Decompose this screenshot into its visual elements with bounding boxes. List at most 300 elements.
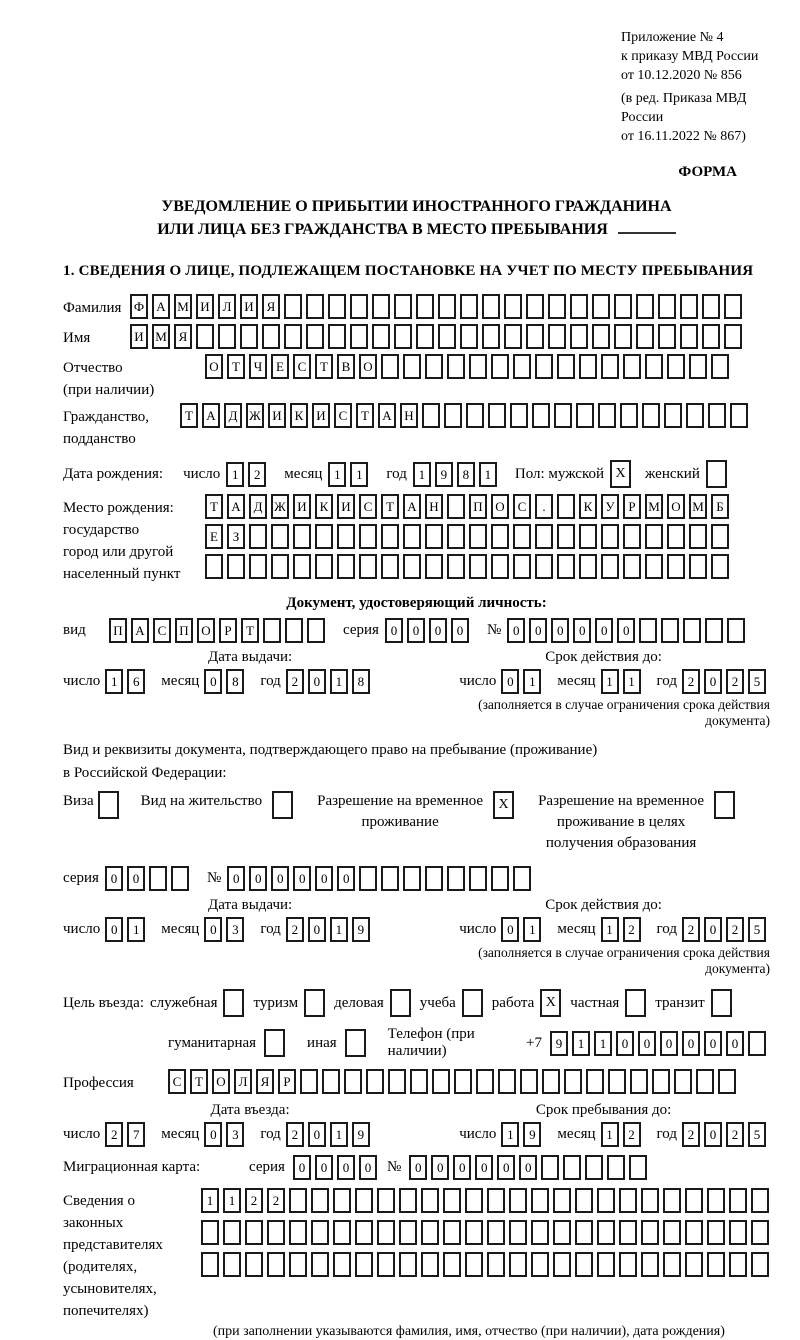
char-cell[interactable]: 0 bbox=[660, 1031, 678, 1056]
char-cell[interactable] bbox=[592, 294, 610, 319]
doc-issue-day-cells[interactable] bbox=[105, 669, 149, 694]
char-cell[interactable] bbox=[751, 1220, 769, 1245]
char-cell[interactable] bbox=[658, 324, 676, 349]
char-cell[interactable]: 0 bbox=[519, 1155, 537, 1180]
char-cell[interactable]: 0 bbox=[337, 866, 355, 891]
char-cell[interactable] bbox=[149, 866, 167, 891]
char-cell[interactable]: 0 bbox=[501, 917, 519, 942]
char-cell[interactable] bbox=[344, 1069, 362, 1094]
char-cell[interactable] bbox=[664, 403, 682, 428]
char-cell[interactable] bbox=[553, 1220, 571, 1245]
char-cell[interactable]: Л bbox=[234, 1069, 252, 1094]
char-cell[interactable]: 1 bbox=[330, 669, 348, 694]
char-cell[interactable] bbox=[513, 354, 531, 379]
char-cell[interactable]: 8 bbox=[226, 669, 244, 694]
char-cell[interactable] bbox=[271, 554, 289, 579]
char-cell[interactable]: 1 bbox=[523, 917, 541, 942]
char-cell[interactable] bbox=[711, 354, 729, 379]
char-cell[interactable] bbox=[553, 1188, 571, 1213]
char-cell[interactable] bbox=[421, 1252, 439, 1277]
char-cell[interactable] bbox=[447, 354, 465, 379]
char-cell[interactable] bbox=[267, 1252, 285, 1277]
profession-cells[interactable] bbox=[168, 1069, 740, 1094]
temp-permit-checkbox[interactable]: X bbox=[493, 791, 514, 819]
char-cell[interactable]: 9 bbox=[523, 1122, 541, 1147]
char-cell[interactable] bbox=[491, 554, 509, 579]
char-cell[interactable]: О bbox=[667, 494, 685, 519]
char-cell[interactable] bbox=[636, 294, 654, 319]
doc-issue-month-cells[interactable] bbox=[204, 669, 248, 694]
char-cell[interactable] bbox=[619, 1220, 637, 1245]
char-cell[interactable]: 7 bbox=[127, 1122, 145, 1147]
char-cell[interactable]: П bbox=[469, 494, 487, 519]
char-cell[interactable] bbox=[667, 354, 685, 379]
char-cell[interactable] bbox=[482, 324, 500, 349]
char-cell[interactable] bbox=[444, 403, 462, 428]
migration-series-cells[interactable] bbox=[293, 1155, 381, 1180]
char-cell[interactable] bbox=[322, 1069, 340, 1094]
char-cell[interactable]: Т bbox=[381, 494, 399, 519]
char-cell[interactable] bbox=[443, 1188, 461, 1213]
char-cell[interactable] bbox=[730, 403, 748, 428]
birth-day-cells[interactable] bbox=[226, 462, 270, 487]
char-cell[interactable] bbox=[585, 1155, 603, 1180]
char-cell[interactable]: 0 bbox=[359, 1155, 377, 1180]
char-cell[interactable] bbox=[667, 554, 685, 579]
char-cell[interactable]: 2 bbox=[245, 1188, 263, 1213]
char-cell[interactable]: Д bbox=[249, 494, 267, 519]
char-cell[interactable] bbox=[377, 1188, 395, 1213]
char-cell[interactable]: 3 bbox=[226, 917, 244, 942]
char-cell[interactable]: С bbox=[359, 494, 377, 519]
residence-issue-month-cells[interactable] bbox=[204, 917, 248, 942]
char-cell[interactable]: О bbox=[359, 354, 377, 379]
char-cell[interactable]: М bbox=[645, 494, 663, 519]
char-cell[interactable]: М bbox=[689, 494, 707, 519]
char-cell[interactable]: Ч bbox=[249, 354, 267, 379]
char-cell[interactable] bbox=[689, 354, 707, 379]
char-cell[interactable] bbox=[685, 1188, 703, 1213]
char-cell[interactable] bbox=[570, 324, 588, 349]
char-cell[interactable] bbox=[729, 1252, 747, 1277]
char-cell[interactable] bbox=[718, 1069, 736, 1094]
char-cell[interactable]: 0 bbox=[595, 618, 613, 643]
char-cell[interactable] bbox=[381, 354, 399, 379]
char-cell[interactable]: Б bbox=[711, 494, 729, 519]
char-cell[interactable] bbox=[245, 1252, 263, 1277]
char-cell[interactable] bbox=[350, 324, 368, 349]
char-cell[interactable]: Т bbox=[241, 618, 259, 643]
char-cell[interactable]: 0 bbox=[497, 1155, 515, 1180]
purpose-study-checkbox[interactable] bbox=[462, 989, 483, 1017]
char-cell[interactable]: 0 bbox=[429, 618, 447, 643]
char-cell[interactable] bbox=[601, 354, 619, 379]
residence-number-cells[interactable] bbox=[227, 866, 535, 891]
char-cell[interactable] bbox=[748, 1031, 766, 1056]
char-cell[interactable]: 0 bbox=[105, 917, 123, 942]
char-cell[interactable] bbox=[623, 354, 641, 379]
char-cell[interactable] bbox=[526, 324, 544, 349]
char-cell[interactable] bbox=[311, 1252, 329, 1277]
char-cell[interactable]: 2 bbox=[682, 669, 700, 694]
char-cell[interactable] bbox=[285, 618, 303, 643]
char-cell[interactable]: 0 bbox=[227, 866, 245, 891]
char-cell[interactable]: Ж bbox=[246, 403, 264, 428]
char-cell[interactable]: 0 bbox=[507, 618, 525, 643]
char-cell[interactable] bbox=[597, 1252, 615, 1277]
char-cell[interactable]: 0 bbox=[551, 618, 569, 643]
char-cell[interactable] bbox=[460, 324, 478, 349]
char-cell[interactable]: Р bbox=[278, 1069, 296, 1094]
char-cell[interactable] bbox=[381, 554, 399, 579]
char-cell[interactable]: 0 bbox=[204, 1122, 222, 1147]
char-cell[interactable]: О bbox=[212, 1069, 230, 1094]
char-cell[interactable] bbox=[293, 524, 311, 549]
char-cell[interactable] bbox=[685, 1252, 703, 1277]
char-cell[interactable] bbox=[557, 554, 575, 579]
char-cell[interactable]: А bbox=[378, 403, 396, 428]
char-cell[interactable]: 2 bbox=[623, 917, 641, 942]
char-cell[interactable] bbox=[262, 324, 280, 349]
stay-month-cells[interactable] bbox=[601, 1122, 645, 1147]
char-cell[interactable]: А bbox=[152, 294, 170, 319]
char-cell[interactable]: 1 bbox=[127, 917, 145, 942]
char-cell[interactable] bbox=[465, 1220, 483, 1245]
stay-day-cells[interactable] bbox=[501, 1122, 545, 1147]
char-cell[interactable]: Я bbox=[262, 294, 280, 319]
char-cell[interactable] bbox=[337, 524, 355, 549]
char-cell[interactable] bbox=[447, 494, 465, 519]
char-cell[interactable]: 1 bbox=[594, 1031, 612, 1056]
char-cell[interactable] bbox=[491, 354, 509, 379]
char-cell[interactable] bbox=[607, 1155, 625, 1180]
char-cell[interactable] bbox=[575, 1252, 593, 1277]
char-cell[interactable] bbox=[689, 554, 707, 579]
char-cell[interactable]: 0 bbox=[308, 917, 326, 942]
char-cell[interactable] bbox=[531, 1220, 549, 1245]
char-cell[interactable] bbox=[245, 1220, 263, 1245]
char-cell[interactable] bbox=[658, 294, 676, 319]
char-cell[interactable] bbox=[465, 1252, 483, 1277]
char-cell[interactable]: 0 bbox=[501, 669, 519, 694]
char-cell[interactable] bbox=[333, 1188, 351, 1213]
char-cell[interactable] bbox=[487, 1188, 505, 1213]
visa-checkbox[interactable] bbox=[98, 791, 119, 819]
char-cell[interactable] bbox=[579, 554, 597, 579]
char-cell[interactable]: И bbox=[240, 294, 258, 319]
edu-permit-checkbox[interactable] bbox=[714, 791, 735, 819]
char-cell[interactable]: 2 bbox=[726, 917, 744, 942]
char-cell[interactable]: З bbox=[227, 524, 245, 549]
char-cell[interactable] bbox=[438, 294, 456, 319]
purpose-official-checkbox[interactable] bbox=[223, 989, 244, 1017]
char-cell[interactable] bbox=[498, 1069, 516, 1094]
char-cell[interactable] bbox=[623, 524, 641, 549]
char-cell[interactable]: 0 bbox=[451, 618, 469, 643]
char-cell[interactable]: 0 bbox=[308, 669, 326, 694]
char-cell[interactable]: 6 bbox=[127, 669, 145, 694]
char-cell[interactable]: 1 bbox=[601, 669, 619, 694]
representatives-cells-row3[interactable] bbox=[201, 1252, 773, 1277]
char-cell[interactable] bbox=[240, 324, 258, 349]
char-cell[interactable] bbox=[639, 618, 657, 643]
char-cell[interactable] bbox=[575, 1188, 593, 1213]
char-cell[interactable] bbox=[488, 403, 506, 428]
char-cell[interactable] bbox=[641, 1220, 659, 1245]
char-cell[interactable] bbox=[227, 554, 245, 579]
char-cell[interactable]: 1 bbox=[330, 917, 348, 942]
char-cell[interactable] bbox=[289, 1220, 307, 1245]
char-cell[interactable] bbox=[535, 554, 553, 579]
char-cell[interactable]: М bbox=[174, 294, 192, 319]
char-cell[interactable]: И bbox=[337, 494, 355, 519]
char-cell[interactable]: О bbox=[491, 494, 509, 519]
char-cell[interactable]: 5 bbox=[748, 669, 766, 694]
citizenship-cells[interactable] bbox=[180, 403, 752, 428]
char-cell[interactable]: 0 bbox=[409, 1155, 427, 1180]
char-cell[interactable]: 1 bbox=[479, 462, 497, 487]
char-cell[interactable]: Л bbox=[218, 294, 236, 319]
char-cell[interactable]: Я bbox=[174, 324, 192, 349]
char-cell[interactable] bbox=[249, 554, 267, 579]
char-cell[interactable] bbox=[554, 403, 572, 428]
entry-day-cells[interactable] bbox=[105, 1122, 149, 1147]
char-cell[interactable] bbox=[399, 1252, 417, 1277]
char-cell[interactable]: Н bbox=[425, 494, 443, 519]
purpose-humanitarian-checkbox[interactable] bbox=[264, 1029, 285, 1057]
birth-year-cells[interactable] bbox=[413, 462, 501, 487]
char-cell[interactable] bbox=[300, 1069, 318, 1094]
char-cell[interactable] bbox=[645, 524, 663, 549]
char-cell[interactable]: К bbox=[315, 494, 333, 519]
char-cell[interactable]: И bbox=[293, 494, 311, 519]
char-cell[interactable] bbox=[422, 403, 440, 428]
char-cell[interactable]: М bbox=[152, 324, 170, 349]
char-cell[interactable] bbox=[597, 1188, 615, 1213]
char-cell[interactable] bbox=[311, 1220, 329, 1245]
char-cell[interactable] bbox=[663, 1220, 681, 1245]
char-cell[interactable]: 2 bbox=[286, 917, 304, 942]
char-cell[interactable] bbox=[487, 1252, 505, 1277]
phone-cells[interactable] bbox=[550, 1031, 770, 1056]
char-cell[interactable]: 1 bbox=[523, 669, 541, 694]
char-cell[interactable]: 0 bbox=[704, 917, 722, 942]
char-cell[interactable]: Т bbox=[315, 354, 333, 379]
patronymic-cells[interactable] bbox=[205, 354, 733, 379]
char-cell[interactable]: 0 bbox=[529, 618, 547, 643]
char-cell[interactable] bbox=[443, 1252, 461, 1277]
char-cell[interactable] bbox=[707, 1220, 725, 1245]
residence-valid-year-cells[interactable] bbox=[682, 917, 770, 942]
stay-year-cells[interactable] bbox=[682, 1122, 770, 1147]
char-cell[interactable] bbox=[563, 1155, 581, 1180]
char-cell[interactable]: С bbox=[513, 494, 531, 519]
char-cell[interactable]: 0 bbox=[105, 866, 123, 891]
char-cell[interactable] bbox=[645, 354, 663, 379]
purpose-business-checkbox[interactable] bbox=[390, 989, 411, 1017]
char-cell[interactable] bbox=[531, 1188, 549, 1213]
char-cell[interactable] bbox=[702, 294, 720, 319]
char-cell[interactable] bbox=[447, 866, 465, 891]
char-cell[interactable]: И bbox=[312, 403, 330, 428]
char-cell[interactable] bbox=[680, 324, 698, 349]
char-cell[interactable]: И bbox=[196, 294, 214, 319]
char-cell[interactable] bbox=[751, 1252, 769, 1277]
char-cell[interactable] bbox=[394, 294, 412, 319]
char-cell[interactable] bbox=[707, 1252, 725, 1277]
char-cell[interactable]: 1 bbox=[350, 462, 368, 487]
char-cell[interactable] bbox=[487, 1220, 505, 1245]
residence-permit-checkbox[interactable] bbox=[272, 791, 293, 819]
char-cell[interactable] bbox=[513, 554, 531, 579]
char-cell[interactable]: 0 bbox=[204, 917, 222, 942]
char-cell[interactable] bbox=[447, 554, 465, 579]
char-cell[interactable] bbox=[711, 554, 729, 579]
char-cell[interactable] bbox=[696, 1069, 714, 1094]
entry-year-cells[interactable] bbox=[286, 1122, 374, 1147]
char-cell[interactable] bbox=[557, 494, 575, 519]
char-cell[interactable] bbox=[711, 524, 729, 549]
char-cell[interactable] bbox=[532, 403, 550, 428]
char-cell[interactable]: 0 bbox=[315, 1155, 333, 1180]
char-cell[interactable] bbox=[724, 294, 742, 319]
char-cell[interactable] bbox=[482, 294, 500, 319]
char-cell[interactable] bbox=[447, 524, 465, 549]
char-cell[interactable] bbox=[399, 1188, 417, 1213]
char-cell[interactable]: 1 bbox=[572, 1031, 590, 1056]
char-cell[interactable] bbox=[403, 354, 421, 379]
char-cell[interactable] bbox=[469, 866, 487, 891]
doc-valid-year-cells[interactable] bbox=[682, 669, 770, 694]
char-cell[interactable] bbox=[705, 618, 723, 643]
char-cell[interactable] bbox=[663, 1252, 681, 1277]
char-cell[interactable]: Е bbox=[271, 354, 289, 379]
char-cell[interactable]: 0 bbox=[704, 1122, 722, 1147]
char-cell[interactable] bbox=[377, 1220, 395, 1245]
char-cell[interactable] bbox=[630, 1069, 648, 1094]
char-cell[interactable]: 0 bbox=[315, 866, 333, 891]
char-cell[interactable] bbox=[685, 1220, 703, 1245]
char-cell[interactable]: К bbox=[290, 403, 308, 428]
char-cell[interactable] bbox=[548, 324, 566, 349]
char-cell[interactable] bbox=[619, 1252, 637, 1277]
char-cell[interactable]: Д bbox=[224, 403, 242, 428]
char-cell[interactable]: 2 bbox=[267, 1188, 285, 1213]
residence-valid-month-cells[interactable] bbox=[601, 917, 645, 942]
char-cell[interactable] bbox=[425, 554, 443, 579]
char-cell[interactable]: 0 bbox=[704, 1031, 722, 1056]
char-cell[interactable] bbox=[614, 324, 632, 349]
char-cell[interactable] bbox=[702, 324, 720, 349]
char-cell[interactable] bbox=[586, 1069, 604, 1094]
char-cell[interactable]: С bbox=[168, 1069, 186, 1094]
char-cell[interactable]: 2 bbox=[105, 1122, 123, 1147]
char-cell[interactable] bbox=[542, 1069, 560, 1094]
char-cell[interactable]: 2 bbox=[682, 917, 700, 942]
char-cell[interactable] bbox=[620, 403, 638, 428]
char-cell[interactable] bbox=[661, 618, 679, 643]
char-cell[interactable] bbox=[403, 524, 421, 549]
char-cell[interactable]: 0 bbox=[293, 1155, 311, 1180]
char-cell[interactable]: Н bbox=[400, 403, 418, 428]
representatives-cells-row2[interactable] bbox=[201, 1220, 773, 1245]
char-cell[interactable] bbox=[575, 1220, 593, 1245]
char-cell[interactable] bbox=[598, 403, 616, 428]
gender-male-checkbox[interactable]: X bbox=[610, 460, 631, 488]
char-cell[interactable]: 1 bbox=[501, 1122, 519, 1147]
char-cell[interactable]: 0 bbox=[249, 866, 267, 891]
char-cell[interactable]: 1 bbox=[105, 669, 123, 694]
char-cell[interactable] bbox=[425, 354, 443, 379]
char-cell[interactable] bbox=[403, 554, 421, 579]
char-cell[interactable] bbox=[535, 524, 553, 549]
char-cell[interactable] bbox=[707, 1188, 725, 1213]
char-cell[interactable] bbox=[359, 554, 377, 579]
char-cell[interactable]: 2 bbox=[286, 669, 304, 694]
char-cell[interactable] bbox=[729, 1220, 747, 1245]
char-cell[interactable]: И bbox=[130, 324, 148, 349]
char-cell[interactable] bbox=[641, 1252, 659, 1277]
char-cell[interactable] bbox=[564, 1069, 582, 1094]
char-cell[interactable]: 2 bbox=[682, 1122, 700, 1147]
firstname-cells[interactable] bbox=[130, 324, 746, 349]
char-cell[interactable]: . bbox=[535, 494, 553, 519]
char-cell[interactable]: 9 bbox=[550, 1031, 568, 1056]
char-cell[interactable] bbox=[460, 294, 478, 319]
char-cell[interactable]: В bbox=[337, 354, 355, 379]
char-cell[interactable] bbox=[510, 403, 528, 428]
char-cell[interactable]: Т bbox=[227, 354, 245, 379]
char-cell[interactable] bbox=[724, 324, 742, 349]
purpose-transit-checkbox[interactable] bbox=[711, 989, 732, 1017]
char-cell[interactable]: 8 bbox=[457, 462, 475, 487]
char-cell[interactable]: 0 bbox=[638, 1031, 656, 1056]
doc-valid-day-cells[interactable] bbox=[501, 669, 545, 694]
char-cell[interactable] bbox=[727, 618, 745, 643]
char-cell[interactable]: 9 bbox=[435, 462, 453, 487]
char-cell[interactable]: Т bbox=[190, 1069, 208, 1094]
char-cell[interactable] bbox=[443, 1220, 461, 1245]
char-cell[interactable]: 0 bbox=[704, 669, 722, 694]
representatives-cells-row1[interactable] bbox=[201, 1188, 773, 1213]
char-cell[interactable] bbox=[355, 1188, 373, 1213]
char-cell[interactable] bbox=[513, 524, 531, 549]
char-cell[interactable]: С bbox=[293, 354, 311, 379]
purpose-tourism-checkbox[interactable] bbox=[304, 989, 325, 1017]
char-cell[interactable] bbox=[381, 524, 399, 549]
char-cell[interactable]: 0 bbox=[407, 618, 425, 643]
char-cell[interactable] bbox=[425, 866, 443, 891]
char-cell[interactable]: 0 bbox=[204, 669, 222, 694]
birth-place-cells-row3[interactable] bbox=[205, 554, 733, 579]
doc-valid-month-cells[interactable] bbox=[601, 669, 645, 694]
char-cell[interactable] bbox=[645, 554, 663, 579]
birth-place-cells-row2[interactable] bbox=[205, 524, 733, 549]
char-cell[interactable]: А bbox=[202, 403, 220, 428]
char-cell[interactable]: 1 bbox=[601, 1122, 619, 1147]
purpose-work-checkbox[interactable]: X bbox=[540, 989, 561, 1017]
char-cell[interactable] bbox=[680, 294, 698, 319]
char-cell[interactable] bbox=[201, 1220, 219, 1245]
char-cell[interactable] bbox=[218, 324, 236, 349]
gender-female-checkbox[interactable] bbox=[706, 460, 727, 488]
char-cell[interactable]: Ф bbox=[130, 294, 148, 319]
char-cell[interactable] bbox=[513, 866, 531, 891]
char-cell[interactable]: 2 bbox=[726, 669, 744, 694]
char-cell[interactable] bbox=[708, 403, 726, 428]
char-cell[interactable] bbox=[438, 324, 456, 349]
char-cell[interactable] bbox=[359, 524, 377, 549]
